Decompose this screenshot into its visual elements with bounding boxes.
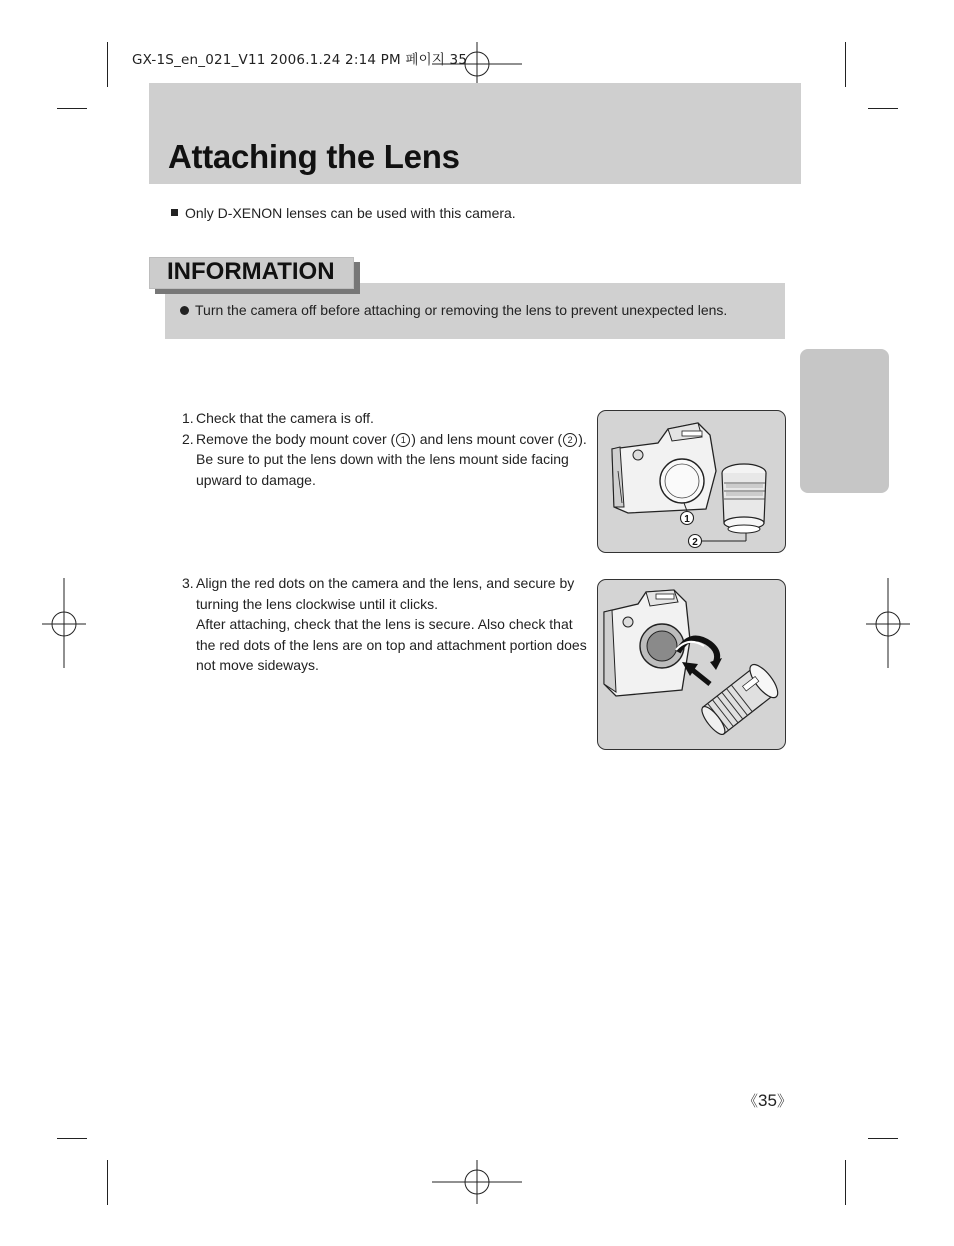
- step-text-part: ) and lens mount cover (: [411, 430, 563, 447]
- callout-marker-2: 2: [563, 433, 577, 447]
- step-2-line-3: upward to damage.: [196, 471, 316, 488]
- crop-mark: [107, 1160, 108, 1205]
- crop-mark: [107, 42, 108, 87]
- information-text: Turn the camera off before attaching or removing the lens to prevent unexpected lens.: [195, 302, 728, 318]
- chapter-side-tab: [800, 349, 889, 493]
- step-1: [182, 408, 587, 429]
- step-3: [182, 573, 587, 594]
- step-number: 1.: [182, 410, 194, 426]
- crop-mark: [845, 42, 846, 87]
- round-bullet-icon: [180, 306, 189, 315]
- steps-block-1: [182, 408, 587, 490]
- step-text: Align the red dots on the camera and the lens, and secure by: [196, 575, 575, 591]
- page-number-bracket-left: 《: [743, 1092, 759, 1110]
- crop-mark: [868, 108, 898, 109]
- mount-lens-drawing: [598, 580, 784, 748]
- step-3-line-2: turning the lens clockwise until it clicks.: [196, 595, 438, 612]
- crop-mark: [57, 108, 87, 109]
- step-2-line-2: Be sure to put the lens down with the lens mount side facing: [196, 451, 569, 468]
- step-text: [196, 429, 587, 450]
- registration-mark-left: [42, 578, 86, 670]
- crop-mark: [845, 1160, 846, 1205]
- information-heading: INFORMATION: [167, 258, 335, 285]
- print-slug: GX-1S_en_021_V11 2006.1.24 2:14 PM 페이지 35: [132, 52, 468, 68]
- page-title: Attaching the Lens: [168, 138, 460, 175]
- crop-mark: [57, 1138, 87, 1139]
- step-3-line-5: not move sideways.: [196, 657, 319, 674]
- step-text-part: ).: [578, 430, 587, 447]
- step-3-line-4: the red dots of the lens are on top and attachment portion does: [196, 636, 587, 653]
- note-text: Only D-XENON lenses can be used with this camera.: [185, 205, 516, 221]
- page-number: [743, 1090, 792, 1111]
- registration-mark-right: [866, 578, 910, 670]
- step-text-part: Remove the body mount cover (: [196, 430, 396, 447]
- camera-lens-drawing: [598, 411, 784, 551]
- step-2: [182, 429, 587, 450]
- step-number: 3.: [182, 575, 194, 591]
- illustration-attach-lens: [597, 579, 786, 750]
- callout-marker-1: 1: [396, 433, 410, 447]
- figure-callout-2: 2: [692, 537, 698, 548]
- information-text-line: [180, 302, 727, 318]
- registration-mark-bottom: [432, 1160, 524, 1204]
- illustration-remove-covers: [597, 410, 786, 553]
- step-text: Check that the camera is off.: [196, 410, 374, 426]
- page-number-value: 35: [758, 1091, 777, 1110]
- step-number: 2.: [182, 430, 194, 447]
- compatibility-note: [171, 205, 516, 221]
- steps-block-2: [182, 573, 587, 676]
- step-3-line-3: After attaching, check that the lens is secure. Also check that: [196, 616, 573, 633]
- figure-callout-1: 1: [684, 514, 690, 525]
- square-bullet-icon: [171, 209, 178, 216]
- crop-mark: [868, 1138, 898, 1139]
- page-number-bracket-right: 》: [776, 1092, 792, 1110]
